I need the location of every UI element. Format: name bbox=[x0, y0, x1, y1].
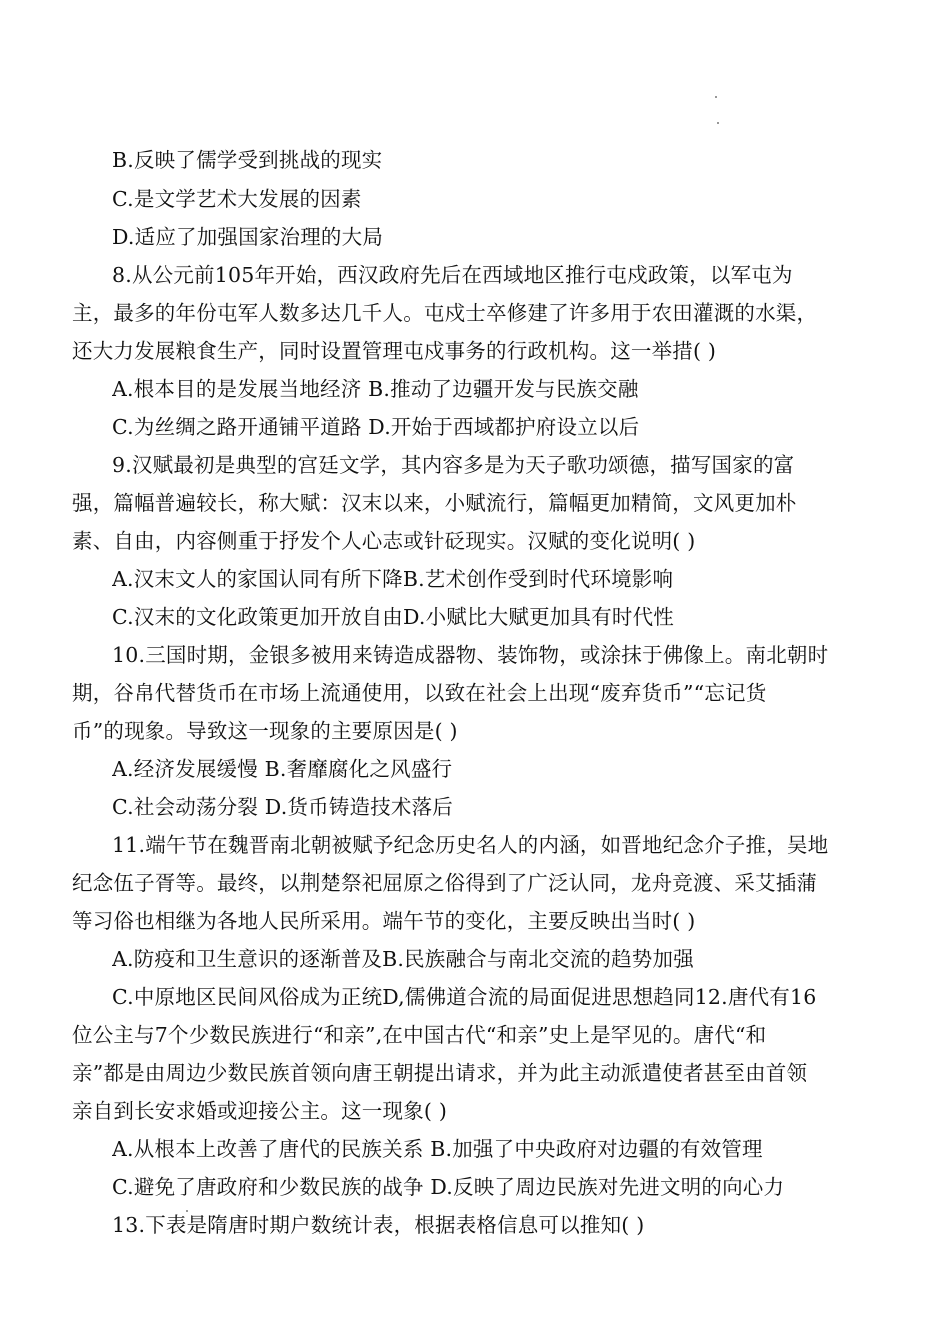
q11-options-ab: A.防疫和卫生意识的逐渐普及B.民族融合与南北交流的趋势加强 bbox=[112, 947, 694, 971]
q10-stem-line-1: 10.三国时期，金银多被用来铸造成器物、装饰物，或涂抹于佛像上。南北朝时 bbox=[112, 643, 829, 667]
q8-options-ab: A.根本目的是发展当地经济 B.推动了边疆开发与民族交融 bbox=[112, 377, 639, 401]
q9-stem-line-1: 9.汉赋最初是典型的宫廷文学，其内容多是为天子歌功颂德，描写国家的富 bbox=[112, 453, 795, 477]
q8-stem-line-2: 主，最多的年份屯军人数多达几千人。屯戍士卒修建了许多用于农田灌溉的水渠， bbox=[72, 301, 818, 325]
q12-stem-line-1: 位公主与7个少数民族进行“和亲”,在中国古代“和亲”史上是罕见的。唐代“和 bbox=[72, 1023, 767, 1047]
q11-stem-line-3: 等习俗也相继为各地人民所采用。端午节的变化，主要反映出当时( ) bbox=[72, 909, 696, 933]
scan-speck bbox=[717, 122, 719, 124]
q12-stem-line-3: 亲自到长安求婚或迎接公主。这一现象( ) bbox=[72, 1099, 448, 1123]
q10-stem-line-2: 期，谷帛代替货币在市场上流通使用，以致在社会上出现“废弃货币”“忘记货 bbox=[72, 681, 767, 705]
q9-stem-line-3: 素、自由，内容侧重于抒发个人心志或针砭现实。汉赋的变化说明( ) bbox=[72, 529, 696, 553]
q7-option-c: C.是文学艺术大发展的因素 bbox=[112, 187, 362, 211]
q13-stem: 13.下表是隋唐时期户数统计表，根据表格信息可以推知( ) bbox=[112, 1213, 645, 1237]
q11-stem-line-1: 11.端午节在魏晋南北朝被赋予纪念历史名人的内涵，如晋地纪念介子推，吴地 bbox=[112, 833, 829, 857]
q11-stem-line-2: 纪念伍子胥等。最终，以荆楚祭祀屈原之俗得到了广泛认同，龙舟竞渡、采艾插蒲 bbox=[72, 871, 818, 895]
q9-options-cd: C.汉末的文化政策更加开放自由D.小赋比大赋更加具有时代性 bbox=[112, 605, 674, 629]
q10-options-ab: A.经济发展缓慢 B.奢靡腐化之风盛行 bbox=[112, 757, 453, 781]
q8-options-cd: C.为丝绸之路开通铺平道路 D.开始于西域都护府设立以后 bbox=[112, 415, 640, 439]
q12-options-cd: C.避免了唐政府和少数民族的战争 D.反映了周边民族对先进文明的向心力 bbox=[112, 1175, 785, 1199]
q11-options-cd: C.中原地区民间风俗成为正统D,儒佛道合流的局面促进思想趋同12.唐代有16 bbox=[112, 985, 817, 1009]
q7-option-b: B.反映了儒学受到挑战的现实 bbox=[112, 148, 383, 172]
q9-options-ab: A.汉末文人的家国认同有所下降B.艺术创作受到时代环境影响 bbox=[112, 567, 674, 591]
q8-stem-line-1: 8.从公元前105年开始，西汉政府先后在西域地区推行屯戍政策，以军屯为 bbox=[112, 263, 793, 287]
q10-stem-line-3: 币”的现象。导致这一现象的主要原因是( ) bbox=[72, 719, 458, 743]
scan-speck bbox=[715, 96, 717, 98]
q9-stem-line-2: 强，篇幅普遍较长，称大赋：汉末以来，小赋流行，篇幅更加精简，文风更加朴 bbox=[72, 491, 797, 515]
q8-stem-line-3: 还大力发展粮食生产，同时设置管理屯戍事务的行政机构。这一举措( ) bbox=[72, 339, 717, 363]
q10-options-cd: C.社会动荡分裂 D.货币铸造技术落后 bbox=[112, 795, 454, 819]
q12-stem-line-2: 亲”都是由周边少数民族首领向唐王朝提出请求，并为此主动派遣使者甚至由首领 bbox=[72, 1061, 808, 1085]
q7-option-d: D.适应了加强国家治理的大局 bbox=[112, 225, 384, 249]
q12-options-ab: A.从根本上改善了唐代的民族关系 B.加强了中央政府对边疆的有效管理 bbox=[112, 1137, 763, 1161]
